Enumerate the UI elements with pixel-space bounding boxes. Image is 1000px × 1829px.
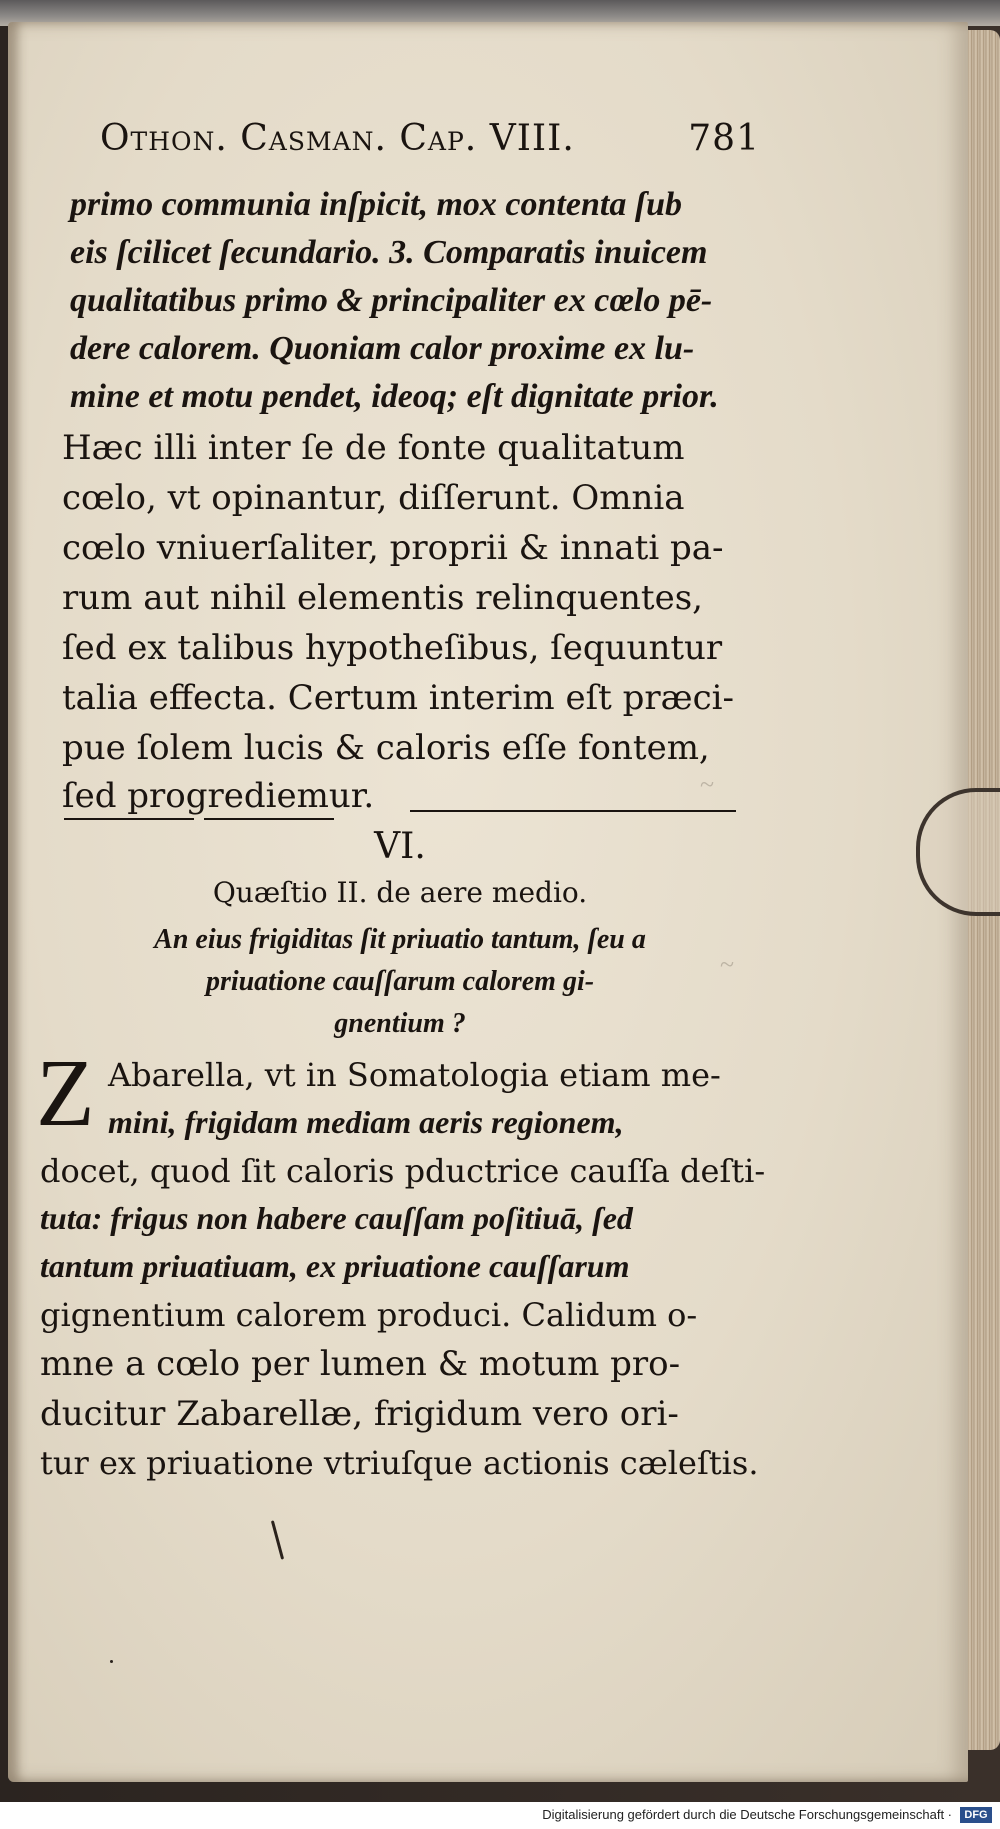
text-line: ſed progrediemur.: [62, 776, 375, 816]
text-line: qualitatibus primo & principaliter ex cœlo pē-: [70, 282, 713, 319]
text-line: pue ſolem lucis & caloris eſſe fontem,: [62, 728, 710, 768]
text-line: tuta: frigus non habere cauſſam poſitiuā, ſed: [40, 1200, 633, 1236]
text-line: primo communia inſpicit, mox contenta ſub: [70, 186, 683, 223]
digitization-footer: [0, 1802, 1000, 1829]
bleed-through-mark: ~: [720, 950, 735, 979]
section-rule-left: [64, 818, 194, 820]
text-line: cœlo, vt opinantur, diſſerunt. Omnia: [62, 478, 685, 518]
text-line: mine et motu pendet, ideoq; eſt dignitate prior.: [70, 378, 719, 415]
text-line: mini, frigidam mediam aeris regionem,: [108, 1104, 624, 1140]
bleed-through-mark: ~: [700, 770, 715, 799]
text-line: Abarella, vt in Somatologia etiam me-: [108, 1056, 721, 1094]
text-line: cœlo vniuerſaliter, proprii & innati pa-: [62, 528, 724, 568]
text-line: talia effecta. Certum interim eſt præci-: [62, 678, 735, 718]
section-rule-mid: [204, 818, 334, 820]
section-number: VI.: [374, 826, 426, 867]
text-line: Hæc illi inter ſe de fonte qualitatum: [62, 428, 685, 468]
question-line: priuatione cauſſarum calorem gi-: [205, 966, 595, 997]
running-header: [100, 118, 760, 159]
dfg-logo: DFG: [960, 1807, 992, 1823]
text-line: gignentium calorem produci. Calidum o-: [40, 1296, 698, 1334]
drop-cap: Z: [36, 1039, 95, 1146]
section-rule-right: [410, 810, 736, 812]
running-title: Othon. Casman. Cap. VIII.: [100, 118, 575, 159]
text-line: ducitur Zabarellæ, frigidum vero ori-: [40, 1394, 679, 1434]
text-line: tantum priuatiuam, ex priuatione cauſſarum: [40, 1248, 630, 1284]
text-line: rum aut nihil elementis relinquentes,: [62, 578, 703, 618]
text-line: tur ex priuatione vtriuſque actionis cæleſtis.: [40, 1444, 759, 1482]
text-line: ſed ex talibus hypotheſibus, ſequuntur: [62, 628, 723, 668]
text-line: mne a cœlo per lumen & motum pro-: [40, 1344, 681, 1384]
question-line: An eius frigiditas ſit priuatio tantum, ſeu a: [154, 924, 646, 955]
text-line: eis ſcilicet ſecundario. 3. Comparatis inuicem: [70, 234, 708, 271]
question-line: gnentium ?: [334, 1008, 466, 1039]
footer-credit: Digitalisierung gefördert durch die Deutsche Forschungsgemeinschaft ·: [542, 1807, 952, 1822]
text-line: docet, quod ſit caloris pductrice cauſſa deſti-: [40, 1152, 766, 1190]
text-line: dere calorem. Quoniam calor proxime ex lu-: [70, 330, 695, 367]
paper-speck: [110, 1660, 113, 1663]
section-heading: Quæſtio II. de aere medio.: [212, 876, 588, 909]
page-number: 781: [688, 118, 760, 159]
